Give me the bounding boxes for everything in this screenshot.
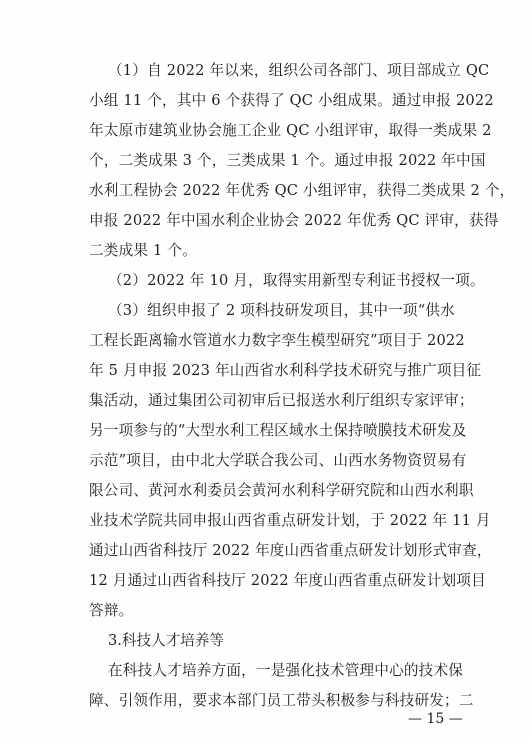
paragraph-3-line-6: 示范”项目，由中北大学联合我公司、山西水务物资贸易有 bbox=[89, 452, 467, 469]
page-number: — 15 — bbox=[408, 711, 463, 727]
paragraph-3-line-10: 12 月通过山西省科技厅 2022 年度山西省重点研发计划项目 bbox=[89, 572, 486, 589]
paragraph-3-line-4: 集活动，通过集团公司初审后已报送水利厅组织专家评审； bbox=[89, 392, 474, 409]
paragraph-1-line-2: 小组 11 个，其中 6 个获得了 QC 小组成果。通过申报 2022 bbox=[89, 92, 494, 109]
paragraph-3-line-8: 业技术学院共同申报山西省重点研发计划，于 2022 年 11 月 bbox=[89, 512, 491, 529]
paragraph-3-line-11: 答辩。 bbox=[89, 602, 134, 619]
paragraph-3-line-3: 年 5 月申报 2023 年山西省水利科学技术研究与推广项目征 bbox=[89, 362, 482, 379]
paragraph-3-line-9: 通过山西省科技厅 2022 年度山西省重点研发计划形式审查， bbox=[89, 542, 492, 559]
paragraph-3-line-7: 限公司、黄河水利委员会黄河水利科学研究院和山西水利职 bbox=[89, 482, 474, 499]
paragraph-1-line-4: 个，二类成果 3 个，三类成果 1 个。通过申报 2022 年中国 bbox=[89, 152, 486, 169]
paragraph-3-line-5: 另一项参与的“大型水利工程区域水土保持喷膜技术研发及 bbox=[89, 422, 467, 439]
paragraph-4-line-2: 障、引领作用，要求本部门员工带头积极参与科技研发；二 bbox=[89, 692, 474, 709]
paragraph-1-line-3: 年太原市建筑业协会施工企业 QC 小组评审，取得一类成果 2 bbox=[89, 122, 492, 139]
paragraph-2-line-1: （2）2022 年 10 月，取得实用新型专利证书授权一项。 bbox=[108, 272, 485, 289]
section-heading: 3.科技人才培养等 bbox=[108, 632, 225, 649]
paragraph-4-line-1: 在科技人才培养方面，一是强化技术管理中心的技术保 bbox=[108, 662, 464, 679]
paragraph-3-line-1: （3）组织申报了 2 项科技研发项目，其中一项“供水 bbox=[108, 302, 455, 319]
paragraph-1-line-1: （1）自 2022 年以来，组织公司各部门、项目部成立 QC bbox=[108, 62, 490, 79]
paragraph-3-line-2: 工程长距离输水管道水力数字孪生模型研究”项目于 2022 bbox=[89, 332, 465, 349]
paragraph-1-line-7: 二类成果 1 个。 bbox=[89, 242, 197, 259]
paragraph-1-line-6: 申报 2022 年中国水利企业协会 2022 年优秀 QC 评审，获得 bbox=[89, 212, 499, 229]
paragraph-1-line-5: 水利工程协会 2022 年优秀 QC 小组评审，获得二类成果 2 个， bbox=[89, 182, 515, 199]
